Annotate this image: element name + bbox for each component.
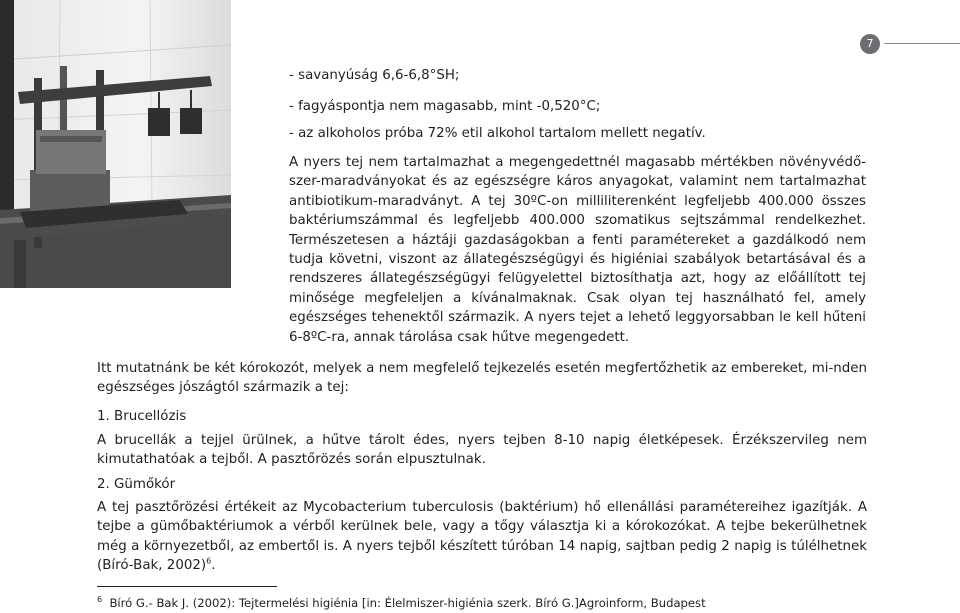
footnote-reference: 6: [206, 556, 212, 566]
intro-paragraph: Itt mutatnánk be két kórokozót, melyek a nem megfelelő tejkezelés esetén megfertőzhetik az embereket, mi-nden egészséges jószágtól származik a tej:: [97, 361, 867, 396]
section-text-brucellosis: A brucellák a tejjel ürülnek, a hűtve tárolt édes, nyers tejben 8-10 napig életképesek. Érzékszervileg nem kimutathatóak a tejből. A pasztőrözés során elpusztulnak.: [97, 433, 867, 468]
page-number-rule: [884, 43, 960, 44]
list-item-acidity: - savanyúság 6,6-6,8°SH;: [289, 68, 460, 83]
section-text-tuberculosis-end: .: [211, 558, 216, 574]
side-paragraph: A nyers tej nem tartalmazhat a megengedettnél magasabb mértékben növényvédő-szer-maradványokat és az egészségre káros anyagokat, valamint nem tartalmazhat antibiotikum-maradványt. A tej 30ºC-on milliliterenként legfeljebb 400.000 összes baktériumszámmal és legfeljebb 400.000 szomatikus sejtszámmal rendelkezhet. Természetesen a háztáji gazdaságokban a fenti paramétereket a gazdálkodó nem tudja követni, viszont az állategészségügyi és higiéniai szabályok betartásával és a rendszeres állategészségügyi felügyelettel biztosíthatja azt, hogy az előállított tej minősége megfeleljen a kívánalmaknak. Csak olyan tej használható fel, amely egészséges tehenektől származik. A nyers tejet a lehető leggyorsabban le kell hűteni 6-8ºC-ra, annak tárolása csak hűtve megengedett.: [289, 155, 866, 345]
section-heading-brucellosis: 1. Brucellózis: [97, 409, 187, 424]
page-number-badge: 7: [860, 34, 880, 54]
footnote: [97, 596, 706, 611]
footnote-text: Bíró G.- Bak J. (2002): Tejtermelési higiénia [in: Élelmiszer-higiénia szerk. Bíró G.]Agroinform, Budapest: [109, 596, 706, 610]
footnote-rule: [97, 586, 277, 587]
section-text-tuberculosis: [97, 498, 867, 576]
footnote-mark: 6: [97, 595, 103, 605]
section-heading-tuberculosis: 2. Gümőkór: [97, 477, 176, 492]
photo-cheese-press: [0, 0, 231, 288]
list-item-alcohol-test: - az alkoholos próba 72% etil alkohol tartalom mellett negatív.: [289, 126, 706, 141]
section-text-tuberculosis-body: A tej pasztőrözési értékeit az Mycobacterium tuberculosis (baktérium) hő ellenállási paramétereihez igazítják. A tejbe a gümőbaktériumok a vérből kerülnek bele, vagy a tőgy választja ki a kórokozókat. A tejbe bekerülhetnek még a környezetből, az embertől is. A nyers tejből készített túróban 14 napig, sajtban pedig 2 napig is túlélhetnek (Bíró-Bak, 2002): [97, 500, 867, 574]
list-item-freezing-point: - fagyáspontja nem magasabb, mint -0,520°C;: [289, 99, 601, 114]
